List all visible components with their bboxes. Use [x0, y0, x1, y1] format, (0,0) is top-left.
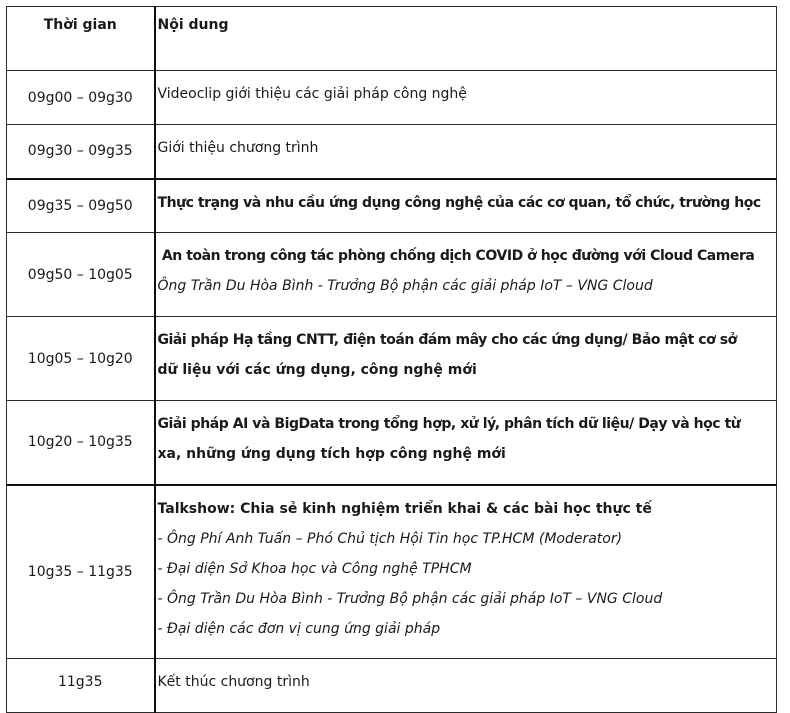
row-content — [155, 125, 777, 179]
table-header-row — [7, 7, 777, 71]
content-line: Giới thiệu chương trình — [157, 140, 319, 156]
row-time: 09g50 – 10g05 — [7, 233, 155, 317]
content-line: - Đại diện Sở Khoa học và Công nghệ TPHCM — [157, 560, 472, 577]
row-content — [155, 485, 777, 659]
content-line: Ông Trần Du Hòa Bình - Trưởng Bộ phận các giải pháp IoT – VNG Cloud — [157, 278, 653, 294]
table-row — [7, 317, 777, 401]
schedule-table — [6, 6, 777, 713]
content-line: xa, những ứng dụng tích hợp công nghệ mới — [157, 446, 506, 462]
row-content — [155, 659, 777, 713]
row-time: 10g05 – 10g20 — [7, 317, 155, 401]
content-line: An toàn trong công tác phòng chống dịch COVID ở học đường với Cloud Camera — [157, 248, 755, 264]
content-line: Videoclip giới thiệu các giải pháp công nghệ — [157, 86, 467, 102]
row-time: 10g20 – 10g35 — [7, 401, 155, 485]
content-line: - Ông Trần Du Hòa Bình - Trưởng Bộ phận các giải pháp IoT – VNG Cloud — [157, 590, 663, 607]
table-row — [7, 125, 777, 179]
content-line: Talkshow: Chia sẻ kinh nghiệm triển khai & các bài học thực tế — [157, 500, 652, 517]
row-time: 10g35 – 11g35 — [7, 485, 155, 659]
table-row — [7, 485, 777, 659]
table-row — [7, 71, 777, 125]
row-time: 09g35 – 09g50 — [7, 179, 155, 233]
row-content — [155, 317, 777, 401]
row-content — [155, 401, 777, 485]
table-row — [7, 233, 777, 317]
header-time: Thời gian — [7, 7, 155, 71]
row-time — [7, 659, 155, 713]
row-time: 09g30 – 09g35 — [7, 125, 155, 179]
header-content: Nội dung — [155, 7, 777, 71]
content-line: - Ông Phí Anh Tuấn – Phó Chủ tịch Hội Tin học TP.HCM (Moderator) — [157, 530, 623, 547]
table-row — [7, 659, 777, 713]
content-line: Giải pháp AI và BigData trong tổng hợp, xử lý, phân tích dữ liệu/ Dạy và học từ — [157, 416, 741, 432]
table-row — [7, 401, 777, 485]
table-row — [7, 179, 777, 233]
row-time: 09g00 – 09g30 — [7, 71, 155, 125]
content-line: Thực trạng và nhu cầu ứng dụng công nghệ của các cơ quan, tổ chức, trường học — [157, 194, 761, 211]
row-content — [155, 71, 777, 125]
content-line: Giải pháp Hạ tầng CNTT, điện toán đám mây cho các ứng dụng/ Bảo mật cơ sở — [157, 332, 737, 348]
content-line: Kết thúc chương trình — [157, 674, 310, 690]
content-line: - Đại diện các đơn vị cung ứng giải pháp — [157, 620, 441, 637]
row-content — [155, 179, 777, 233]
row-time-text: 11g35 — [57, 674, 103, 690]
content-line: dữ liệu với các ứng dụng, công nghệ mới — [157, 362, 477, 378]
row-content — [155, 233, 777, 317]
